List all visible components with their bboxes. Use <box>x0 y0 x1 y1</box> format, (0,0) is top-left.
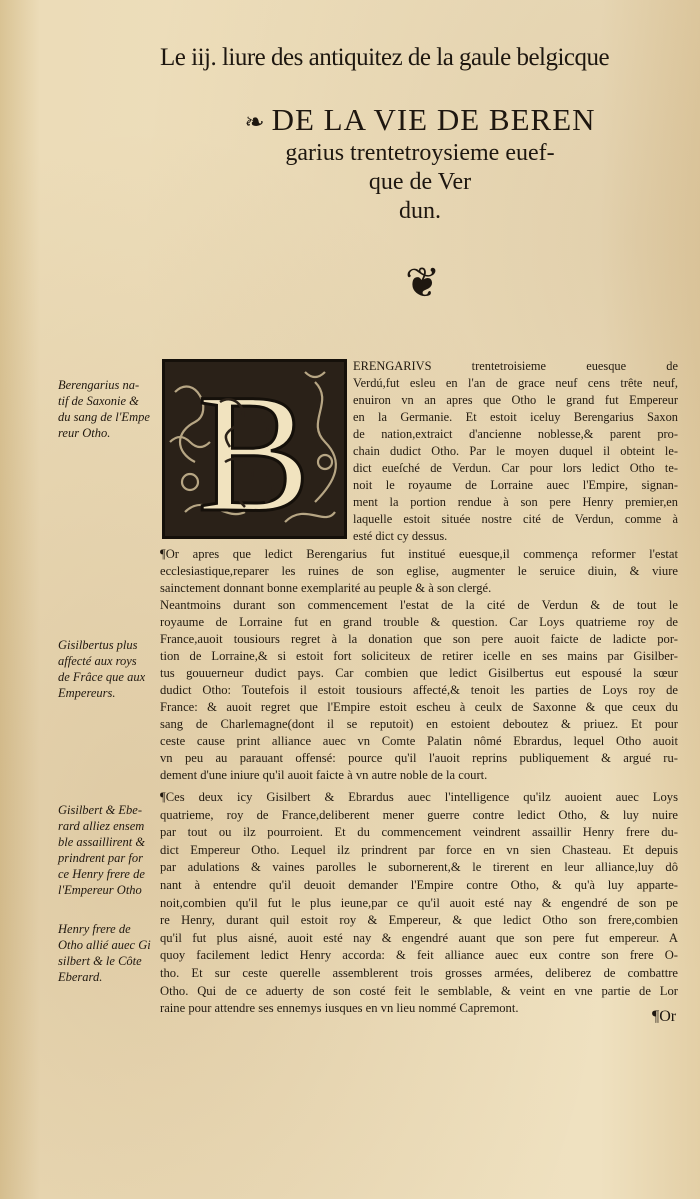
chapter-title-line-3: que de Ver <box>368 169 472 195</box>
dropcap-letter: B <box>197 362 311 536</box>
catchword: ¶Or <box>652 1008 677 1025</box>
dropcap-ornament-icon <box>165 362 344 536</box>
margin-note-3: Gisilbert & Ebe- rard alliez ensem ble assaillirent & prindrent par for ce Henry frere de l'Empereur Otho <box>58 803 146 897</box>
margin-note-1: Berengarius na- tif de Saxonie & du sang de l'Empe reur Otho. <box>58 378 150 440</box>
paragraph-2: ¶Or apres que ledict Berengarius fut institué euesque,il commença reformer l'estat ecclesiastique,reparer les ruines de son eglise, augmenter le seruice diuin, & viure sainctement donnant bonne exemplarité au peuple & à son clergé. Neantmoins durant son commencement l'estat de la cité de Verdun & de tout le royaume de Lorraine fut en grand trouble & question. Car Loys quatrieme roy de France,auoit tousiours regret à la donation que son pere auoit faicte de ladicte por- tion de Lorraine,& si estoit fort soliciteux de retirer icelle en ses mains par Gisilber- tus gouuerneur dudict pays. Car combien que ledict Gisilbertus eut espousé la sœur dudict Otho: Toutefois il estoit tousiours affecté,& tenoit les parties de Loys roy de France: & auoit regret que l'Empire estoit escheu à ceulx de Saxonne & que ceux du sang de Charlemagne(dont il se reputoit) en estoient deboutez & priuez. Et pour ceste cause print alliance auec vn Comte Palatin nômé Ebrardus, lequel Otho auoit vn peu au parauant offensé: pource qu'il l'auoit reprins publiquement & argué ru- dement d'une iniure qu'il auoit faicte à vn autre noble de la court. <box>160 547 678 782</box>
chapter-title-line-2: garius trentetroysieme euef- <box>285 140 555 166</box>
chapter-title <box>160 102 680 225</box>
dropcap-b <box>162 359 347 539</box>
chapter-title-line-4: dun. <box>399 198 441 224</box>
ornament-icon: ❧ <box>244 110 266 136</box>
chapter-title-line-1: DE LA VIE DE BEREN <box>271 102 596 137</box>
paragraph-3: ¶Ces deux icy Gisilbert & Ebrardus auec l'intelligence qu'ilz auoient auec Loys quatrieme, roy de France,deliberent mener guerre contre ledict Otho, & luy nuire par tout ou ilz pourroient. Et du commencement veindrent assaillir Henry frere du- dict Empereur Otho. Lequel ilz prindrent par force en vn sien Chasteau. Et depuis par adulations & vaines parolles le subornerent,& le tirerent en leur alliance,luy dô nant à entendre qu'il deuoit demander l'Empire contre Otho, & qu'à luy apparte- noit,combien qu'il fut le plus ieune,par ce qu'il auoit esté nay & engendré de son pe re Henry, durant quil estoit roy & Empereur, & que ledict Otho son frere,combien qu'il fut plus aisné, auoit esté nay & engendré auant que son pere fut empereur. A quoy facilement ledict Henry accorda: & feit alliance auec eux contre son frere O- tho. Et sur ceste querelle assemblerent trois grosses armées, deliberez de combattre Otho. Qui de ce aduerty de son costé feit le semblable, & veint en vne partie de Lor raine pour attendre ses ennemys iusques en vn lieu nommé Capremont. <box>160 790 678 1016</box>
paragraph-1: ERENGARIVS trentetroisieme euesque de Verdú,fut esleu en l'an de grace neuf cens trête neuf, enuiron vn an apres que Otho le grand fut Empereur en la Germanie. Et estoit iceluy Berengarius Saxon de nation,extraict d'ancienne noblesse,& parent pro- chain dudict Otho. Par le moyen duquel il obteint le- dict eueſché de Verdun. Car pour lors ledict Otho te- noit le royaume de Lorraine auec l'Empire, signan- ment la portion rendue à son pere Henry premier,en laquelle estoit située nostre cité de Verdun, comme à esté dict cy dessus. <box>353 359 678 543</box>
margin-note-4: Henry frere de Otho allié auec Gi silbert & le Côte Eberard. <box>58 922 151 984</box>
running-head: Le iij. liure des antiquitez de la gaule belgicque <box>160 44 610 71</box>
fleuron-icon: ❦ <box>405 258 441 307</box>
margin-note-2: Gisilbertus plus affecté aux roys de Frâce que aux Empereurs. <box>58 638 146 700</box>
